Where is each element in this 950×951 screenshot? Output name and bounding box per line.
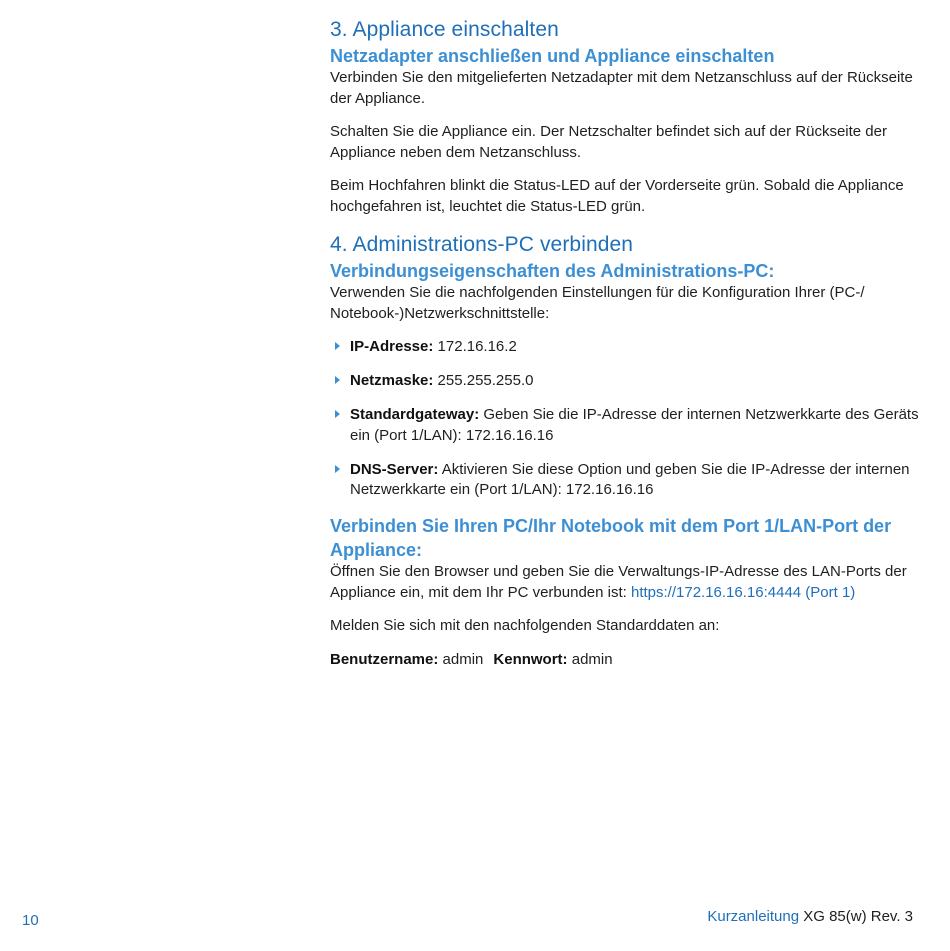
section4-intro: Verwenden Sie die nachfolgenden Einstellungen für die Konfiguration Ihrer (PC-/ Notebook-)Netzwerkschnittstelle: (330, 284, 865, 322)
section3-paragraph-1: Verbinden Sie den mitgelieferten Netzadapter mit dem Netzanschluss auf der Rückseite der Appliance. (330, 69, 913, 107)
credentials-line (330, 650, 920, 671)
section3-subheading: Netzadapter anschließen und Appliance einschalten (330, 46, 775, 66)
section3-heading: 3. Appliance einschalten (330, 18, 559, 41)
dns-server-value: Aktivieren Sie diese Option und geben Sie die IP-Adresse der internen Netzwerkkarte ein (Port 1/LAN): 172.16.16.16 (350, 460, 910, 498)
footer-title (707, 908, 913, 925)
footer-product: XG 85(w) Rev. 3 (799, 908, 913, 925)
ip-address-label: IP-Adresse: (350, 338, 434, 355)
browser-instruction-text: Öffnen Sie den Browser und geben Sie die Verwaltungs-IP-Adresse des LAN-Ports der Appliance ein, mit dem Ihr PC verbunden ist: (330, 563, 907, 601)
admin-url-link[interactable]: https://172.16.16.16:4444 (Port 1) (630, 583, 856, 601)
password-value: admin (567, 650, 613, 668)
list-item-dns-server (330, 460, 920, 501)
page-content (330, 16, 920, 683)
triangle-bullet-icon (335, 376, 340, 384)
triangle-bullet-icon (335, 465, 340, 473)
netmask-label: Netzmaske: (350, 372, 434, 389)
dns-server-label: DNS-Server: (350, 460, 439, 478)
section5-paragraph-2: Melden Sie sich mit den nachfolgenden Standarddaten an: (330, 617, 720, 634)
netmask-value: 255.255.255.0 (433, 372, 534, 389)
triangle-bullet-icon (335, 342, 340, 350)
username-value: admin (438, 650, 484, 668)
triangle-bullet-icon (335, 410, 340, 418)
section3-paragraph-3: Beim Hochfahren blinkt die Status-LED auf der Vorderseite grün. Sobald die Appliance hochgefahren ist, leuchtet die Status-LED grün. (330, 177, 904, 215)
section3-paragraph-2: Schalten Sie die Appliance ein. Der Netzschalter befindet sich auf der Rückseite der Appliance neben dem Netzanschluss. (330, 123, 887, 161)
list-item-netmask (330, 371, 920, 392)
password-label: Kennwort: (493, 650, 568, 668)
footer-brand: Kurzanleitung (707, 908, 800, 925)
gateway-value: Geben Sie die IP-Adresse der internen Netzwerkkarte des Geräts ein (Port 1/LAN): 172.16.16.16 (350, 406, 919, 444)
page-number: 10 (22, 912, 39, 929)
settings-list (330, 337, 920, 501)
gateway-label: Standardgateway: (350, 406, 480, 423)
username-label: Benutzername: (330, 650, 439, 668)
section4-heading: 4. Administrations-PC verbinden (330, 233, 634, 256)
list-item-ip-address (330, 337, 920, 358)
section4-subheading: Verbindungseigenschaften des Administrations-PC: (330, 261, 775, 281)
ip-address-value: 172.16.16.2 (433, 338, 517, 355)
section5-paragraph-1 (330, 562, 920, 603)
section5-subheading: Verbinden Sie Ihren PC/Ihr Notebook mit dem Port 1/LAN-Port der Appliance: (330, 516, 892, 560)
list-item-gateway (330, 405, 920, 446)
